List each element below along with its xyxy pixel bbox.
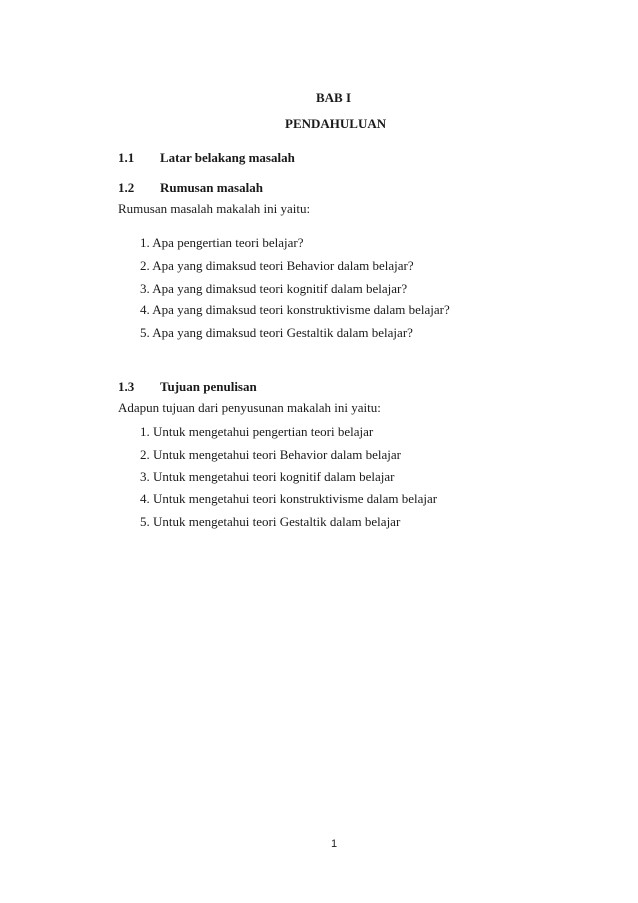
list-item: 3. Apa yang dimaksud teori kognitif dalam belajar?: [140, 281, 408, 296]
list-item: 1. Apa pengertian teori belajar?: [140, 235, 304, 250]
list-item: 4. Apa yang dimaksud teori konstruktivisme dalam belajar?: [140, 302, 450, 317]
list-item: 5. Untuk mengetahui teori Gestaltik dalam belajar: [140, 514, 401, 529]
section-intro-1-3: Adapun tujuan dari penyusunan makalah ini yaitu:: [118, 400, 381, 415]
section-title-1-3: Tujuan penulisan: [160, 379, 257, 394]
section-title-1-1: Latar belakang masalah: [160, 150, 295, 165]
list-item: 4. Untuk mengetahui teori konstruktivisme dalam belajar: [140, 491, 438, 506]
list-item: 2. Apa yang dimaksud teori Behavior dalam belajar?: [140, 258, 414, 273]
page-number: 1: [331, 838, 338, 850]
section-number-1-1: 1.1: [118, 150, 135, 165]
list-item: 2. Untuk mengetahui teori Behavior dalam belajar: [140, 447, 401, 462]
section-number-1-2: 1.2: [118, 180, 135, 195]
chapter-title: PENDAHULUAN: [285, 116, 387, 131]
list-item: 5. Apa yang dimaksud teori Gestaltik dalam belajar?: [140, 325, 413, 340]
list-item: 3. Untuk mengetahui teori kognitif dalam belajar: [140, 469, 395, 484]
section-intro-1-2: Rumusan masalah makalah ini yaitu:: [118, 201, 311, 216]
chapter-label: BAB I: [316, 90, 352, 105]
section-number-1-3: 1.3: [118, 379, 135, 394]
section-title-1-2: Rumusan masalah: [160, 180, 263, 195]
list-item: 1. Untuk mengetahui pengertian teori belajar: [140, 424, 374, 439]
